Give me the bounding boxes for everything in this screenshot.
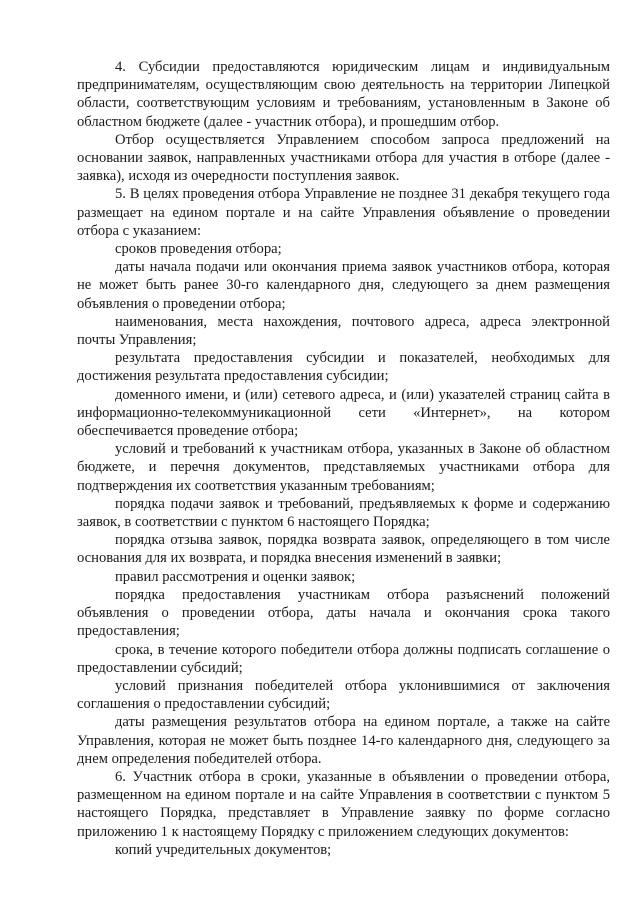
list-item-founding-documents: копий учредительных документов; bbox=[115, 841, 332, 858]
paragraph-item-6-application: 6. Участник отбора в сроки, указанные в объявлении о проведении отбора, размещенном на едином портале и на сайте Управления в соответствии с пунктом 5 настоящего Порядка, представляет в Управление заявку по форме согласно приложению 1 к настоящему Порядку с приложением следующих документов: bbox=[77, 768, 610, 840]
document-page bbox=[77, 58, 610, 859]
paragraph-item-5-announcement: 5. В целях проведения отбора Управление не позднее 31 декабря текущего года размещает на едином портале и на сайте Управления объявление о проведении отбора с указанием: bbox=[77, 186, 610, 239]
list-item-withdrawal-procedure: порядка отзыва заявок, порядка возврата заявок, определяющего в том числе основания для их возврата, и порядка внесения изменений в заявки; bbox=[77, 532, 610, 567]
list-item-participant-requirements: условий и требований к участникам отбора, указанных в Законе об областном бюджете, и перечня документов, представляемых участниками отбора для подтверждения их соответствия указанным требованиям; bbox=[77, 441, 610, 494]
list-item-selection-terms: сроков проведения отбора; bbox=[115, 241, 282, 258]
list-item-application-dates: даты начала подачи или окончания приема заявок участников отбора, которая не может быть ранее 30-го календарного дня, следующего за днем размещения объявления о проведении отбора; bbox=[77, 259, 610, 312]
list-item-management-contacts: наименования, места нахождения, почтового адреса, адреса электронной почты Управления; bbox=[77, 313, 610, 349]
list-item-results-publication: даты размещения результатов отбора на едином портале, а также на сайте Управления, которая не может быть позднее 14-го календарного дня, следующего за днем определения победителей отбора. bbox=[77, 714, 610, 767]
list-item-evasion-conditions: условий признания победителей отбора уклонившимися от заключения соглашения о предоставлении субсидий; bbox=[77, 677, 610, 713]
list-item-evaluation-rules: правил рассмотрения и оценки заявок; bbox=[115, 568, 356, 585]
paragraph-selection-method: Отбор осуществляется Управлением способом запроса предложений на основании заявок, направленных участниками отбора для участия в отборе (далее - заявка), исходя из очередности поступления заявок. bbox=[77, 131, 610, 185]
list-item-agreement-deadline: срока, в течение которого победители отбора должны подписать соглашение о предоставлении субсидий; bbox=[77, 641, 610, 676]
list-item-domain-name: доменного имени, и (или) сетевого адреса, и (или) указателей страниц сайта в информационно-телекоммуникационной сети «Интернет», на котором обеспечивается проведение отбора; bbox=[77, 386, 610, 440]
list-item-clarifications: порядка предоставления участникам отбора разъяснений положений объявления о проведении отбора, даты начала и окончания срока такого предоставления; bbox=[77, 586, 610, 640]
list-item-subsidy-result: результата предоставления субсидии и показателей, необходимых для достижения результата предоставления субсидии; bbox=[77, 350, 610, 385]
paragraph-item-4-subsidies: 4. Субсидии предоставляются юридическим лицам и индивидуальным предпринимателям, осуществляющим свою деятельность на территории Липецкой области, соответствующим условиям и требованиям, установленным в Законе об областном бюджете (далее - участник отбора), и прошедшим отбор. bbox=[77, 59, 610, 130]
list-item-application-procedure: порядка подачи заявок и требований, предъявляемых к форме и содержанию заявок, в соответствии с пунктом 6 настоящего Порядка; bbox=[77, 495, 610, 531]
